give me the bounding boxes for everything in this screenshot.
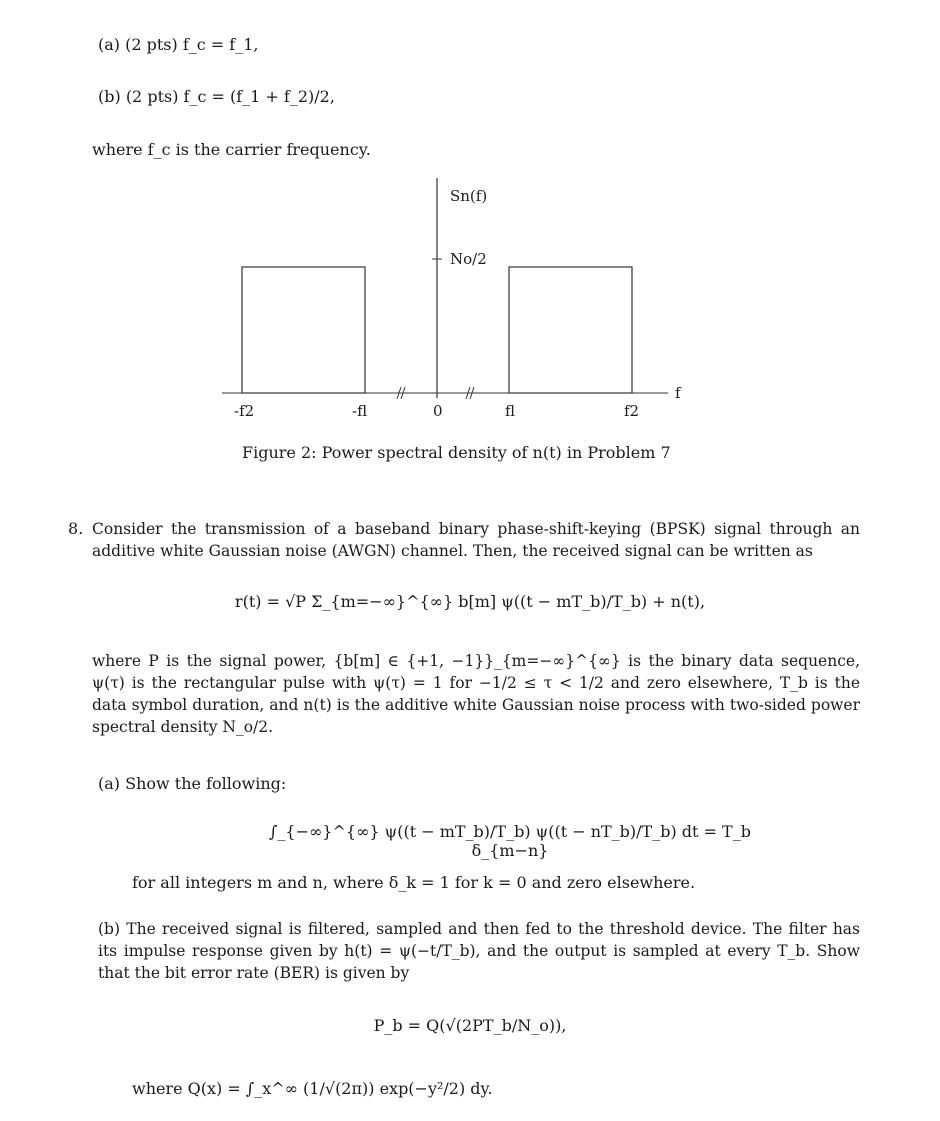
level-label: No/2 (450, 250, 487, 268)
x-axis-label: f (675, 384, 681, 402)
orthogonality-equation: ∫_{−∞}^{∞} ψ((t − mT_b)/T_b) ψ((t − nT_b)/T_b) dt = T_b δ_{m−n} (269, 822, 751, 860)
part-b-line: (b) (2 pts) f_c = (f_1 + f_2)/2, (98, 87, 335, 106)
carrier-note: where f_c is the carrier frequency. (92, 140, 371, 159)
figure-caption: Figure 2: Power spectral density of n(t) in Problem 7 (242, 443, 671, 462)
problem-number: 8. (68, 519, 84, 538)
subpart-a-tail: for all integers m and n, where δ_k = 1 for k = 0 and zero elsewhere. (132, 873, 696, 892)
ber-equation: P_b = Q(√(2PT_b/N_o)), (373, 1016, 567, 1035)
problem-definitions: where P is the signal power, {b[m] ∈ {+1, −1}}_{m=−∞}^{∞} is the binary data sequence, ψ(τ) is the rectangular pulse with ψ(τ) = 1 for −1/2 ≤ τ < 1/2 and zero elsewhere, T_b is the data symbol duration, and n(t) is the additive white Gaussian noise process with two-sided power spectral density N_o/2. (92, 652, 860, 736)
subpart-a-label: (a) Show the following: (98, 774, 287, 793)
tick-neg-f2: -f2 (234, 402, 255, 420)
y-label: Sn(f) (450, 187, 488, 205)
problem-intro: Consider the transmission of a baseband binary phase-shift-keying (BPSK) signal through an additive white Gaussian noise (AWGN) channel. Then, the received signal can be written as (92, 520, 860, 560)
q-function-definition: where Q(x) = ∫_x^∞ (1/√(2π)) exp(−y²/2) dy. (132, 1079, 493, 1098)
tick-f1: fl (505, 402, 516, 420)
signal-equation: r(t) = √P Σ_{m=−∞}^{∞} b[m] ψ((t − mT_b)/T_b) + n(t), (234, 592, 706, 611)
subpart-b-text: (b) The received signal is filtered, sampled and then fed to the threshold device. The filter has its impulse response given by h(t) = ψ(−t/T_b), and the output is sampled at every T_b. Show that the bit error rate (BER) is given by (98, 920, 860, 982)
left-band-rect (242, 267, 365, 393)
part-a-line: (a) (2 pts) f_c = f_1, (98, 35, 259, 54)
tick-neg-f1: -fl (352, 402, 368, 420)
tick-f2: f2 (624, 402, 640, 420)
right-band-rect (509, 267, 632, 393)
tick-zero: 0 (433, 402, 443, 420)
